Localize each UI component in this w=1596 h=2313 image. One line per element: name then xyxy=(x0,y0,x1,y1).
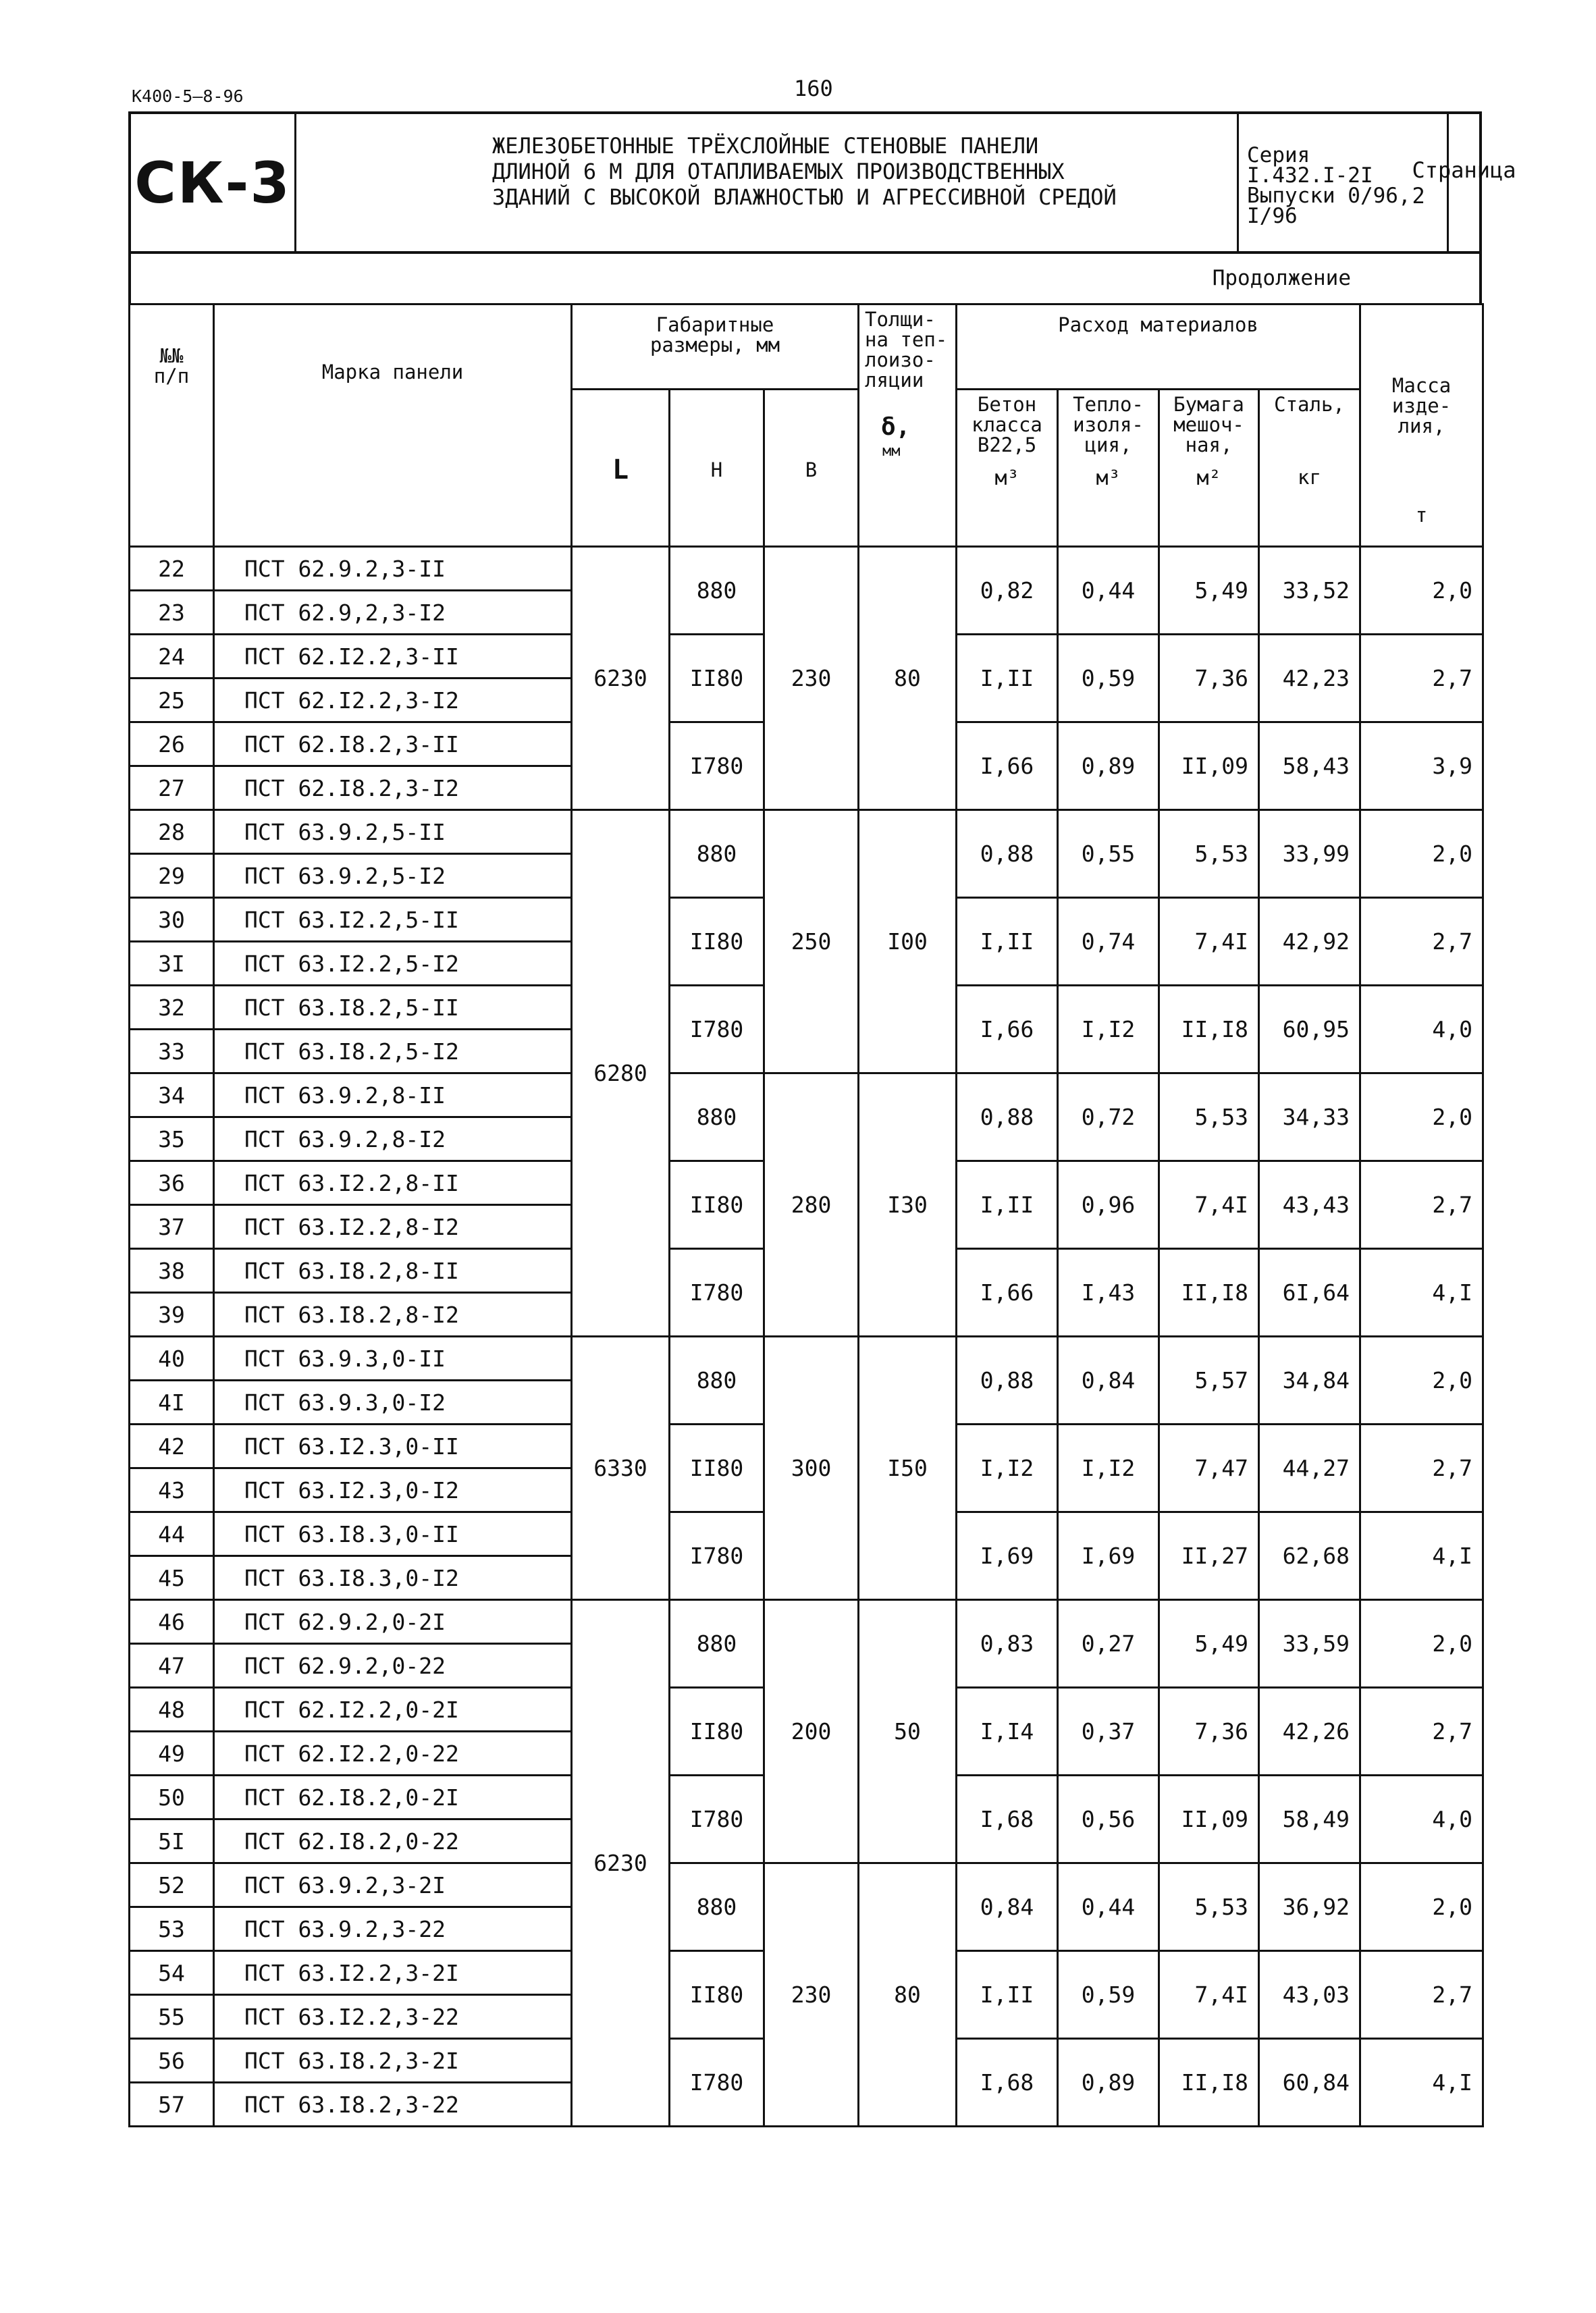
paper-area: 5,57 xyxy=(1159,1337,1259,1425)
paper-unit: м² xyxy=(1196,466,1221,490)
panel-mark: ПСТ 62.9.2,3-II xyxy=(214,547,572,591)
panel-mark: ПСТ 62.I2.2,3-I2 xyxy=(214,679,572,722)
row-number: 50 xyxy=(130,1776,214,1819)
panel-mark: ПСТ 63.I2.2,3-22 xyxy=(214,1995,572,2039)
panel-mark: ПСТ 63.I2.2,5-II xyxy=(214,898,572,942)
sheet-page: Страница 2 xyxy=(1412,157,1516,209)
table-header-row xyxy=(130,304,1483,390)
item-mass: 2,0 xyxy=(1360,1073,1483,1161)
length-L: 6330 xyxy=(572,1337,670,1600)
mass-unit: т xyxy=(1415,504,1428,527)
concrete-volume: I,II xyxy=(957,1161,1058,1249)
row-number: 25 xyxy=(130,679,214,722)
insulation-volume: I,43 xyxy=(1058,1249,1159,1337)
height-H: II80 xyxy=(670,1688,764,1776)
concrete-volume: 0,84 xyxy=(957,1863,1058,1951)
height-H: 880 xyxy=(670,1863,764,1951)
concrete-volume: I,66 xyxy=(957,1249,1058,1337)
insulation-volume: I,I2 xyxy=(1058,1425,1159,1512)
item-mass: 2,7 xyxy=(1360,635,1483,722)
width-B: 230 xyxy=(764,1863,859,2127)
insulation-volume: 0,37 xyxy=(1058,1688,1159,1776)
height-H: 880 xyxy=(670,1073,764,1161)
paper-area: 7,4I xyxy=(1159,1951,1259,2039)
item-mass: 4,I xyxy=(1360,1512,1483,1600)
paper-area: II,09 xyxy=(1159,1776,1259,1863)
col-header-paper xyxy=(1159,389,1259,546)
height-H: II80 xyxy=(670,1951,764,2039)
insulation-thickness: I50 xyxy=(859,1337,957,1600)
row-number: 27 xyxy=(130,766,214,810)
row-number: 46 xyxy=(130,1600,214,1644)
row-number: 53 xyxy=(130,1907,214,1951)
row-number: 24 xyxy=(130,635,214,679)
steel-mass: 33,52 xyxy=(1259,547,1360,635)
insulation-volume: 0,56 xyxy=(1058,1776,1159,1863)
paper-area: 7,4I xyxy=(1159,898,1259,986)
row-number: 56 xyxy=(130,2039,214,2083)
concrete-volume: I,66 xyxy=(957,986,1058,1073)
paper-area: II,27 xyxy=(1159,1512,1259,1600)
col-header-mark: Марка панели xyxy=(214,304,572,547)
panel-mark: ПСТ 63.I8.2,5-I2 xyxy=(214,1030,572,1073)
item-mass: 2,0 xyxy=(1360,1863,1483,1951)
col-header-B: В xyxy=(764,389,859,546)
insulation-volume: 0,96 xyxy=(1058,1161,1159,1249)
steel-mass: 60,84 xyxy=(1259,2039,1360,2127)
col-header-concrete xyxy=(957,389,1058,546)
height-H: 880 xyxy=(670,1337,764,1425)
col-header-materials: Расход материалов xyxy=(957,304,1360,390)
item-mass: 2,0 xyxy=(1360,810,1483,898)
concrete-volume: I,68 xyxy=(957,2039,1058,2127)
panel-mark: ПСТ 63.9.3,0-I2 xyxy=(214,1381,572,1425)
item-mass: 2,0 xyxy=(1360,547,1483,635)
length-L: 6230 xyxy=(572,547,670,810)
row-number: 33 xyxy=(130,1030,214,1073)
paper-area: II,I8 xyxy=(1159,2039,1259,2127)
paper-area: 5,49 xyxy=(1159,1600,1259,1688)
panel-mark: ПСТ 63.9.2,3-2I xyxy=(214,1863,572,1907)
steel-mass: 62,68 xyxy=(1259,1512,1360,1600)
steel-mass: 42,23 xyxy=(1259,635,1360,722)
panel-mark: ПСТ 63.I8.2,3-22 xyxy=(214,2083,572,2127)
panel-mark: ПСТ 63.I8.3,0-II xyxy=(214,1512,572,1556)
paper-area: 5,53 xyxy=(1159,1073,1259,1161)
steel-label: Сталь, xyxy=(1274,392,1345,416)
height-H: I780 xyxy=(670,986,764,1073)
row-number: 48 xyxy=(130,1688,214,1732)
thickness-unit: мм xyxy=(882,443,901,460)
insulation-volume: 0,59 xyxy=(1058,1951,1159,2039)
panel-mark: ПСТ 63.9.2,5-I2 xyxy=(214,854,572,898)
paper-area: II,I8 xyxy=(1159,986,1259,1073)
col-header-H: Н xyxy=(670,389,764,546)
width-B: 200 xyxy=(764,1600,859,1863)
item-mass: 4,0 xyxy=(1360,1776,1483,1863)
steel-mass: 33,59 xyxy=(1259,1600,1360,1688)
panel-mark: ПСТ 63.9.2,3-22 xyxy=(214,1907,572,1951)
row-number: 52 xyxy=(130,1863,214,1907)
concrete-volume: 0,88 xyxy=(957,1337,1058,1425)
col-header-num: №№ п/п xyxy=(130,304,214,547)
table-row xyxy=(130,1600,1483,1644)
row-number: 40 xyxy=(130,1337,214,1381)
catalog-logo: СК-3 xyxy=(131,114,296,251)
height-H: I780 xyxy=(670,1512,764,1600)
concrete-volume: I,II xyxy=(957,898,1058,986)
concrete-volume: I,68 xyxy=(957,1776,1058,1863)
steel-mass: 36,92 xyxy=(1259,1863,1360,1951)
row-number: 38 xyxy=(130,1249,214,1293)
concrete-volume: I,II xyxy=(957,1951,1058,2039)
item-mass: 4,I xyxy=(1360,1249,1483,1337)
steel-mass: 43,03 xyxy=(1259,1951,1360,2039)
panel-mark: ПСТ 63.9.2,5-II xyxy=(214,810,572,854)
panel-mark: ПСТ 63.I2.2,8-I2 xyxy=(214,1205,572,1249)
item-mass: 4,I xyxy=(1360,2039,1483,2127)
concrete-volume: I,69 xyxy=(957,1512,1058,1600)
panel-mark: ПСТ 63.9.3,0-II xyxy=(214,1337,572,1381)
table-row xyxy=(130,1073,1483,1117)
height-H: I780 xyxy=(670,1776,764,1863)
width-B: 250 xyxy=(764,810,859,1073)
row-number: 54 xyxy=(130,1951,214,1995)
concrete-volume: 0,88 xyxy=(957,810,1058,898)
row-number: 35 xyxy=(130,1117,214,1161)
concrete-volume: 0,88 xyxy=(957,1073,1058,1161)
panel-mark: ПСТ 62.I8.2,3-II xyxy=(214,722,572,766)
panel-mark: ПСТ 63.I8.2,8-I2 xyxy=(214,1293,572,1337)
concrete-label: Бетон класса В22,5 xyxy=(972,392,1042,456)
row-number: 47 xyxy=(130,1644,214,1688)
row-number: 44 xyxy=(130,1512,214,1556)
concrete-volume: I,I4 xyxy=(957,1688,1058,1776)
item-mass: 4,0 xyxy=(1360,986,1483,1073)
concrete-volume: I,66 xyxy=(957,722,1058,810)
table-row xyxy=(130,547,1483,591)
insulation-volume: 0,84 xyxy=(1058,1337,1159,1425)
paper-area: 7,36 xyxy=(1159,1688,1259,1776)
table-row xyxy=(130,1863,1483,1907)
insulation-thickness: 80 xyxy=(859,547,957,810)
panel-mark: ПСТ 63.9.2,8-II xyxy=(214,1073,572,1117)
panel-mark: ПСТ 63.I8.2,5-II xyxy=(214,986,572,1030)
width-B: 300 xyxy=(764,1337,859,1600)
series-info: Серия I.432.I-2I Выпуски 0/96, I/96 xyxy=(1239,114,1449,251)
panel-mark: ПСТ 63.I2.2,3-2I xyxy=(214,1951,572,1995)
row-number: 4I xyxy=(130,1381,214,1425)
item-mass: 2,7 xyxy=(1360,1688,1483,1776)
row-number: 5I xyxy=(130,1819,214,1863)
col-header-thickness xyxy=(859,304,957,547)
row-number: 28 xyxy=(130,810,214,854)
item-mass: 2,7 xyxy=(1360,1951,1483,2039)
panel-mark: ПСТ 63.I2.3,0-II xyxy=(214,1425,572,1468)
height-H: II80 xyxy=(670,635,764,722)
height-H: I780 xyxy=(670,1249,764,1337)
steel-mass: 6I,64 xyxy=(1259,1249,1360,1337)
insulation-thickness: 80 xyxy=(859,1863,957,2127)
paper-area: II,I8 xyxy=(1159,1249,1259,1337)
length-L: 6230 xyxy=(572,1600,670,2127)
steel-mass: 34,84 xyxy=(1259,1337,1360,1425)
height-H: II80 xyxy=(670,1161,764,1249)
panel-mark: ПСТ 62.I2.2,0-22 xyxy=(214,1732,572,1776)
item-mass: 2,7 xyxy=(1360,898,1483,986)
item-mass: 2,0 xyxy=(1360,1600,1483,1688)
insulation-unit: м³ xyxy=(1096,466,1121,490)
item-mass: 2,7 xyxy=(1360,1425,1483,1512)
item-mass: 2,7 xyxy=(1360,1161,1483,1249)
item-mass: 2,0 xyxy=(1360,1337,1483,1425)
paper-area: 7,36 xyxy=(1159,635,1259,722)
continuation-row xyxy=(128,251,1482,303)
panel-mark: ПСТ 63.I8.3,0-I2 xyxy=(214,1556,572,1600)
insulation-volume: I,I2 xyxy=(1058,986,1159,1073)
col-header-steel xyxy=(1259,389,1360,546)
panel-mark: ПСТ 63.I8.2,3-2I xyxy=(214,2039,572,2083)
paper-area: 5,53 xyxy=(1159,1863,1259,1951)
row-number: 42 xyxy=(130,1425,214,1468)
steel-mass: 44,27 xyxy=(1259,1425,1360,1512)
insulation-volume: 0,89 xyxy=(1058,722,1159,810)
steel-mass: 60,95 xyxy=(1259,986,1360,1073)
col-header-insulation xyxy=(1058,389,1159,546)
insulation-volume: 0,72 xyxy=(1058,1073,1159,1161)
insulation-volume: 0,89 xyxy=(1058,2039,1159,2127)
table-row xyxy=(130,1337,1483,1381)
row-number: 43 xyxy=(130,1468,214,1512)
col-header-mass xyxy=(1360,304,1483,547)
concrete-volume: 0,82 xyxy=(957,547,1058,635)
page-number: 160 xyxy=(794,76,833,101)
table-row xyxy=(130,810,1483,854)
panel-mark: ПСТ 63.I2.2,8-II xyxy=(214,1161,572,1205)
panel-mark: ПСТ 62.9.2,0-2I xyxy=(214,1600,572,1644)
row-number: 26 xyxy=(130,722,214,766)
panel-mark: ПСТ 62.I2.2,0-2I xyxy=(214,1688,572,1732)
panel-mark: ПСТ 63.I2.2,5-I2 xyxy=(214,942,572,986)
panel-mark: ПСТ 62.I8.2,0-22 xyxy=(214,1819,572,1863)
row-number: 30 xyxy=(130,898,214,942)
width-B: 280 xyxy=(764,1073,859,1337)
thickness-symbol: δ, xyxy=(881,413,911,441)
concrete-unit: м³ xyxy=(994,466,1019,490)
table-body xyxy=(130,547,1483,2127)
insulation-volume: 0,59 xyxy=(1058,635,1159,722)
row-number: 3I xyxy=(130,942,214,986)
insulation-volume: 0,74 xyxy=(1058,898,1159,986)
document-code: К400-5—8-96 xyxy=(132,86,244,106)
length-L: 6280 xyxy=(572,810,670,1337)
panel-mark: ПСТ 62.9,2,3-I2 xyxy=(214,591,572,635)
panel-mark: ПСТ 63.I8.2,8-II xyxy=(214,1249,572,1293)
row-number: 37 xyxy=(130,1205,214,1249)
row-number: 29 xyxy=(130,854,214,898)
insulation-volume: 0,44 xyxy=(1058,1863,1159,1951)
mass-label: Масса изде- лия, xyxy=(1391,374,1452,437)
document-title: ЖЕЛЕЗОБЕТОННЫЕ ТРЁХСЛОЙНЫЕ СТЕНОВЫЕ ПАНЕЛИ ДЛИНОЙ 6 М ДЛЯ ОТАПЛИВАЕМЫХ ПРОИЗВОДСТВЕННЫХ ЗДАНИЙ С ВЫСОКОЙ ВЛАЖНОСТЬЮ И АГРЕССИВНОЙ СРЕДОЙ xyxy=(296,114,1239,251)
height-H: 880 xyxy=(670,547,764,635)
paper-area: 5,53 xyxy=(1159,810,1259,898)
col-header-dims: Габаритные размеры, мм xyxy=(572,304,859,390)
height-H: I780 xyxy=(670,2039,764,2127)
paper-label: Бумага мешоч- ная, xyxy=(1173,392,1244,456)
row-number: 45 xyxy=(130,1556,214,1600)
paper-area: 5,49 xyxy=(1159,547,1259,635)
row-number: 55 xyxy=(130,1995,214,2039)
insulation-volume: 0,27 xyxy=(1058,1600,1159,1688)
steel-mass: 42,26 xyxy=(1259,1688,1360,1776)
steel-mass: 58,49 xyxy=(1259,1776,1360,1863)
panel-mark: ПСТ 62.I2.2,3-II xyxy=(214,635,572,679)
continuation-label: Продолжение xyxy=(1212,266,1351,290)
panel-mark: ПСТ 62.9.2,0-22 xyxy=(214,1644,572,1688)
panel-mark: ПСТ 62.I8.2,3-I2 xyxy=(214,766,572,810)
insulation-thickness: I00 xyxy=(859,810,957,1073)
height-H: I780 xyxy=(670,722,764,810)
paper-area: 7,4I xyxy=(1159,1161,1259,1249)
insulation-volume: 0,55 xyxy=(1058,810,1159,898)
width-B: 230 xyxy=(764,547,859,810)
insulation-thickness: 50 xyxy=(859,1600,957,1863)
concrete-volume: I,I2 xyxy=(957,1425,1058,1512)
steel-mass: 42,92 xyxy=(1259,898,1360,986)
concrete-volume: I,II xyxy=(957,635,1058,722)
paper-area: 7,47 xyxy=(1159,1425,1259,1512)
thickness-label: Толщи- на теп- лоизо- ляции xyxy=(865,308,948,392)
insulation-volume: I,69 xyxy=(1058,1512,1159,1600)
panel-mark: ПСТ 63.I2.3,0-I2 xyxy=(214,1468,572,1512)
row-number: 23 xyxy=(130,591,214,635)
steel-unit: кг xyxy=(1298,465,1321,489)
steel-mass: 33,99 xyxy=(1259,810,1360,898)
row-number: 32 xyxy=(130,986,214,1030)
title-block xyxy=(128,111,1516,251)
paper-area: II,09 xyxy=(1159,722,1259,810)
row-number: 34 xyxy=(130,1073,214,1117)
height-H: 880 xyxy=(670,1600,764,1688)
steel-mass: 43,43 xyxy=(1259,1161,1360,1249)
row-number: 57 xyxy=(130,2083,214,2127)
panels-table xyxy=(128,303,1484,2127)
row-number: 49 xyxy=(130,1732,214,1776)
height-H: 880 xyxy=(670,810,764,898)
insulation-label: Тепло- изоля- ция, xyxy=(1073,392,1144,456)
col-header-L: L xyxy=(572,389,670,546)
concrete-volume: 0,83 xyxy=(957,1600,1058,1688)
steel-mass: 58,43 xyxy=(1259,722,1360,810)
height-H: II80 xyxy=(670,1425,764,1512)
insulation-volume: 0,44 xyxy=(1058,547,1159,635)
row-number: 36 xyxy=(130,1161,214,1205)
panel-mark: ПСТ 63.9.2,8-I2 xyxy=(214,1117,572,1161)
steel-mass: 34,33 xyxy=(1259,1073,1360,1161)
panel-mark: ПСТ 62.I8.2,0-2I xyxy=(214,1776,572,1819)
row-number: 39 xyxy=(130,1293,214,1337)
item-mass: 3,9 xyxy=(1360,722,1483,810)
row-number: 22 xyxy=(130,547,214,591)
insulation-thickness: I30 xyxy=(859,1073,957,1337)
height-H: II80 xyxy=(670,898,764,986)
